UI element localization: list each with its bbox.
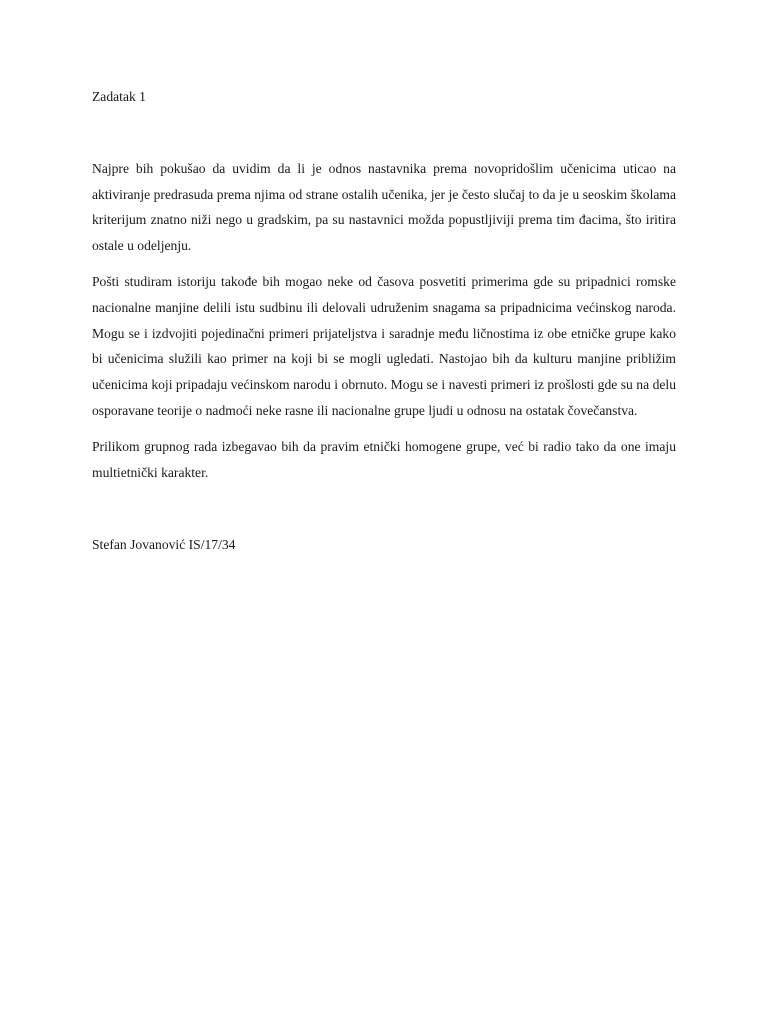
- document-title: Zadatak 1: [92, 89, 146, 104]
- document-body: [92, 84, 676, 558]
- paragraph-2: Pošti studiram istoriju takođe bih mogao neke od časova posvetiti primerima gde su pripadnici romske nacionalne manjine delili istu sudbinu ili delovali udruženim snagama sa pripadnicima većinskog naroda. Mogu se i izdvojiti pojedinačni primeri prijateljstva i saradnje među ličnostima iz obe etničke grupe kako bi učenicima služili kao primer na koji bi se mogli ugledati. Nastojao bih da kulturu manjine približim učenicima koji pripadaju većinskom narodu i obrnuto. Mogu se i navesti primeri iz prošlosti gde su na delu osporavane teorije o nadmoći neke rasne ili nacionalne grupe ljudi u odnosu na ostatak čovečanstva.: [92, 273, 676, 418]
- author-signature: Stefan Jovanović IS/17/34: [92, 537, 236, 553]
- paragraph-3: Prilikom grupnog rada izbegavao bih da pravim etnički homogene grupe, već bi radio tako da one imaju multietnički karakter.: [92, 438, 676, 480]
- paragraph-1: Najpre bih pokušao da uvidim da li je odnos nastavnika prema novopridošlim učenicima uticao na aktiviranje predrasuda prema njima od strane ostalih učenika, jer je često slučaj to da je u seoskim školama kriterijum znatno niži nego u gradskim, pa su nastavnici možda popustljiviji prema tim đacima, što iritira ostale u odeljenju.: [92, 160, 676, 254]
